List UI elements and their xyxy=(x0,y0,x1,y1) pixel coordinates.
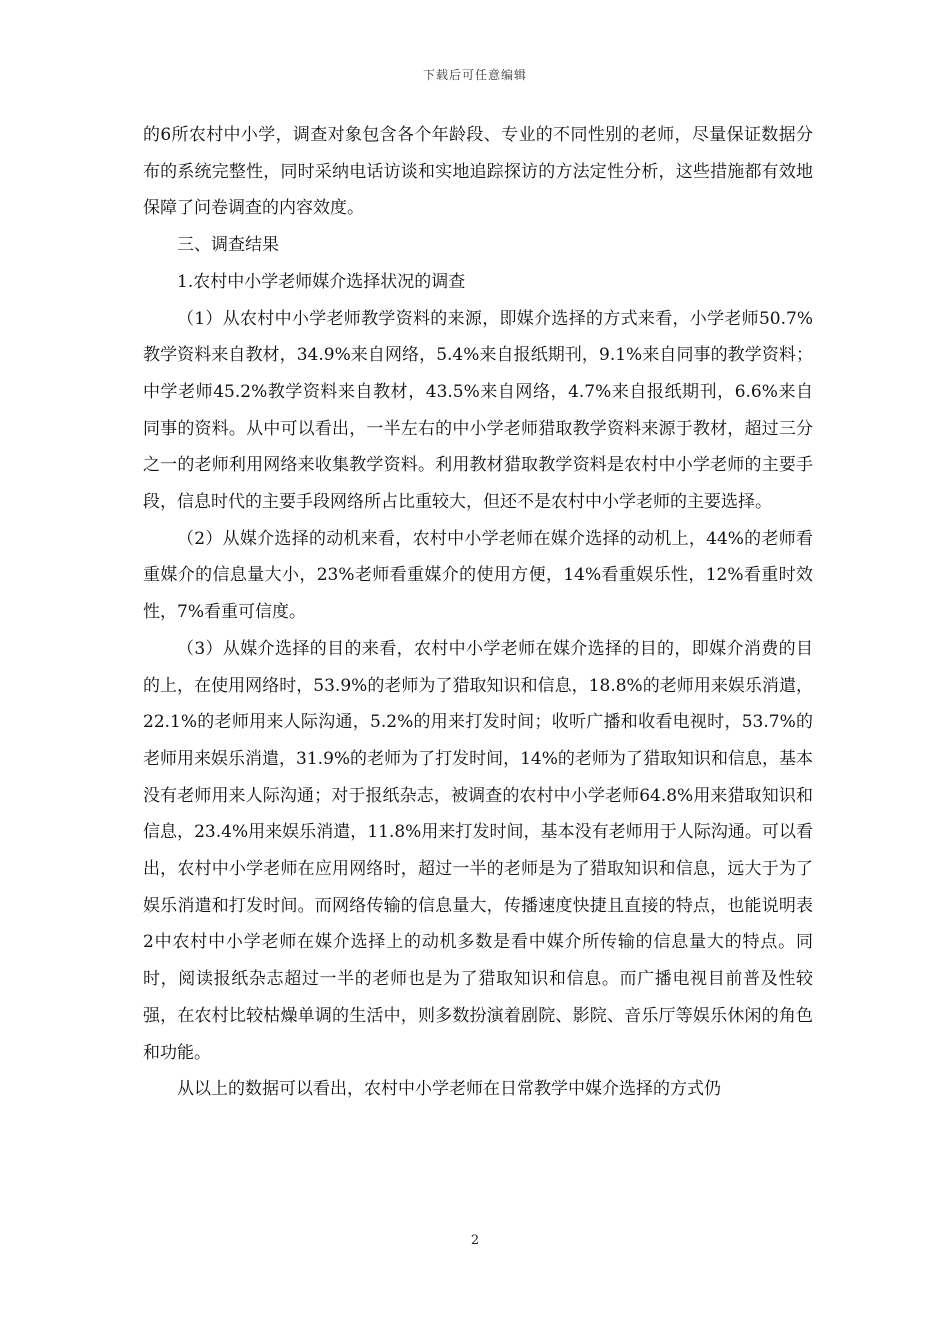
subsection-heading-media-selection: 1.农村中小学老师媒介选择状况的调查 xyxy=(177,271,466,292)
paragraph-selection-motivation: （2）从媒介选择的动机来看，农村中小学老师在媒介选择的动机上，44%的老师看重媒介的信息量大小，23%老师看重媒介的使用方便，14%看重娱乐性，12%看重时效性，7%看重可信度。 xyxy=(143,528,813,623)
page-number: 2 xyxy=(470,1233,480,1248)
document-body xyxy=(143,117,813,1108)
paragraph-selection-purpose: （3）从媒介选择的目的来看，农村中小学老师在媒介选择的目的，即媒介消费的目的上，在使用网络时，53.9%的老师为了猎取知识和信息，18.8%的老师用来娱乐消遣，22.1%的老师用来人际沟通，5.2%的用来打发时间；收听广播和收看电视时，53.7%的老师用来娱乐消遣，31.9%的老师为了打发时间，14%的老师为了猎取知识和信息，基本没有老师用来人际沟通；对于报纸杂志，被调查的农村中小学老师64.8%用来猎取知识和信息，23.4%用来娱乐消遣，11.8%用来打发时间，基本没有老师用于人际沟通。可以看出，农村中小学老师在应用网络时，超过一半的老师是为了猎取知识和信息，远大于为了娱乐消遣和打发时间。而网络传输的信息量大，传播速度快捷且直接的特点，也能说明表2中农村中小学老师在媒介选择上的动机多数是看中媒介所传输的信息量大的特点。同时，阅读报纸杂志超过一半的老师也是为了猎取知识和信息。而广播电视目前普及性较强，在农村比较枯燥单调的生活中，则多数扮演着剧院、影院、音乐厅等娱乐休闲的角色和功能。 xyxy=(143,638,813,1063)
page-header: 下载后可任意编辑 xyxy=(422,68,527,82)
paragraph-teaching-material-sources: （1）从农村中小学老师教学资料的来源，即媒介选择的方式来看，小学老师50.7%教学资料来自教材，34.9%来自网络，5.4%来自报纸期刊，9.1%来自同事的教学资料；中学老师45.2%教学资料来自教材，43.5%来自网络，4.7%来自报纸期刊，6.6%来自同事的资料。从中可以看出，一半左右的中小学老师猎取教学资料来源于教材，超过三分之一的老师利用网络来收集教学资料。利用教材猎取教学资料是农村中小学老师的主要手段，信息时代的主要手段网络所占比重较大，但还不是农村中小学老师的主要选择。 xyxy=(143,308,813,513)
paragraph-conclusion-start: 从以上的数据可以看出，农村中小学老师在日常教学中媒介选择的方式仍 xyxy=(177,1079,721,1100)
paragraph-continued: 的6所农村中小学，调查对象包含各个年龄段、专业的不同性别的老师，尽量保证数据分布的系统完整性，同时采纳电话访谈和实地追踪探访的方法定性分析，这些措施都有效地保障了问卷调查的内容效度。 xyxy=(143,125,813,219)
section-heading-survey-results: 三、调查结果 xyxy=(177,235,279,256)
